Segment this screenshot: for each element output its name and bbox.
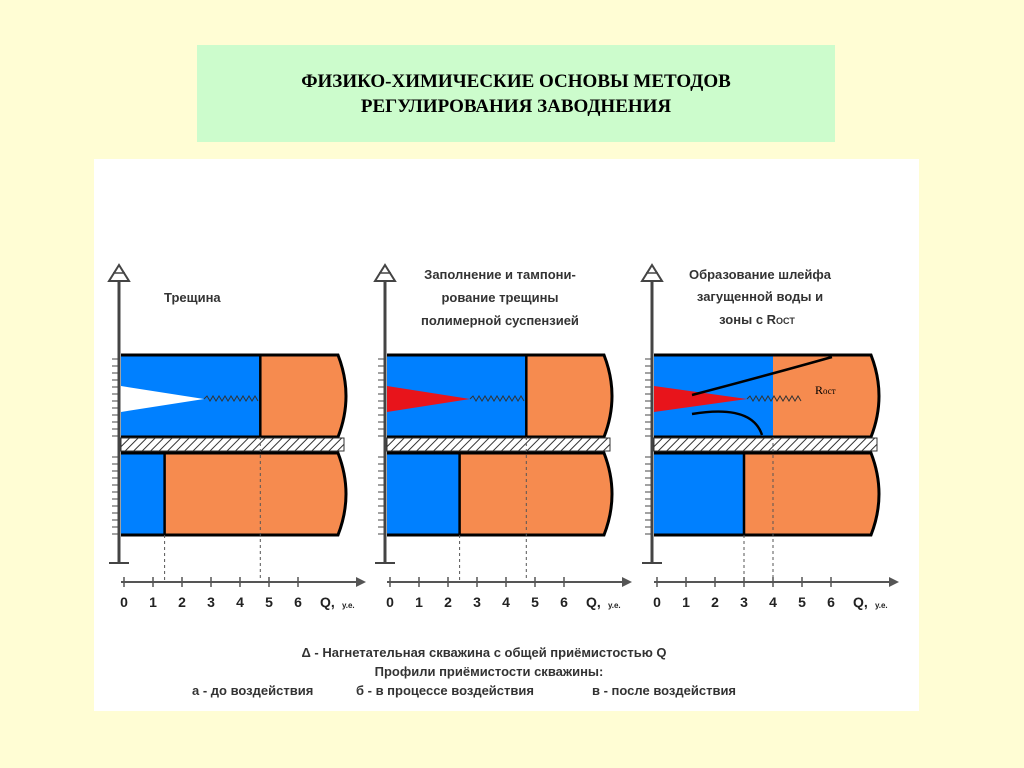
diagram-figure <box>94 159 919 711</box>
axis-tick-label: 5 <box>531 594 539 610</box>
axis-tick-label: 2 <box>178 594 186 610</box>
axis-tick-label: 4 <box>769 594 777 610</box>
axis-tick-label: 0 <box>653 594 661 610</box>
legend <box>192 645 736 698</box>
title-line-1: ФИЗИКО-ХИМИЧЕСКИЕ ОСНОВЫ МЕТОДОВ <box>301 70 731 92</box>
impermeable-layer <box>387 438 610 451</box>
axis-arrow-icon <box>356 577 366 587</box>
title-line-2: РЕГУЛИРОВАНИЯ ЗАВОДНЕНИЯ <box>360 95 672 117</box>
panel-1 <box>109 265 366 610</box>
axis-tick-label: 3 <box>207 594 215 610</box>
axis-label: Q, <box>853 594 868 610</box>
lower-layer-water <box>121 453 165 535</box>
legend-profiles: Профили приёмистости скважины: <box>374 664 604 679</box>
panel-2 <box>375 265 632 610</box>
upper-layer-oil <box>260 355 346 437</box>
axis-tick-label: 2 <box>444 594 452 610</box>
axis-tick-label: 0 <box>386 594 394 610</box>
axis-tick-label: 4 <box>236 594 244 610</box>
axis-label: Q, <box>586 594 601 610</box>
axis-tick-label: 4 <box>502 594 510 610</box>
axis-tick-label: 6 <box>827 594 835 610</box>
axis-tick-label: 3 <box>473 594 481 610</box>
panel-3 <box>642 265 899 610</box>
axis-label: Q, <box>320 594 335 610</box>
axis-arrow-icon <box>889 577 899 587</box>
lower-layer-oil <box>460 453 612 535</box>
rost-label: Rост <box>815 383 836 397</box>
axis-tick-label: 1 <box>682 594 690 610</box>
legend-after: в - после воздействия <box>592 683 737 698</box>
axis-arrow-icon <box>622 577 632 587</box>
legend-well: Δ - Нагнетательная скважина с общей приёмистостью Q <box>301 645 667 660</box>
lower-layer-water <box>654 453 744 535</box>
title-box <box>197 45 835 142</box>
axis-tick-label: 1 <box>149 594 157 610</box>
lower-layer-oil <box>744 453 879 535</box>
panel-caption: Образование шлейфа загущенной воды и зоны с RОСТ <box>688 267 832 327</box>
legend-during: б - в процессе воздействия <box>356 683 534 698</box>
impermeable-layer <box>654 438 877 451</box>
impermeable-layer <box>121 438 344 451</box>
axis-unit: у.е. <box>608 601 621 610</box>
axis-tick-label: 5 <box>265 594 273 610</box>
axis-tick-label: 6 <box>560 594 568 610</box>
axis-tick-label: 2 <box>711 594 719 610</box>
panel-caption: Заполнение и тампони-рование трещины полимерной суспензией <box>421 267 579 328</box>
axis-unit: у.е. <box>342 601 355 610</box>
lower-layer-oil <box>165 453 346 535</box>
upper-layer-oil <box>526 355 612 437</box>
lower-layer-water <box>387 453 460 535</box>
axis-tick-label: 1 <box>415 594 423 610</box>
axis-tick-label: 3 <box>740 594 748 610</box>
upper-layer-oil <box>773 355 879 437</box>
axis-tick-label: 0 <box>120 594 128 610</box>
legend-before: а - до воздействия <box>192 683 314 698</box>
axis-unit: у.е. <box>875 601 888 610</box>
axis-tick-label: 6 <box>294 594 302 610</box>
diagram-svg <box>94 159 919 711</box>
axis-tick-label: 5 <box>798 594 806 610</box>
panel-caption: Трещина <box>164 290 221 305</box>
